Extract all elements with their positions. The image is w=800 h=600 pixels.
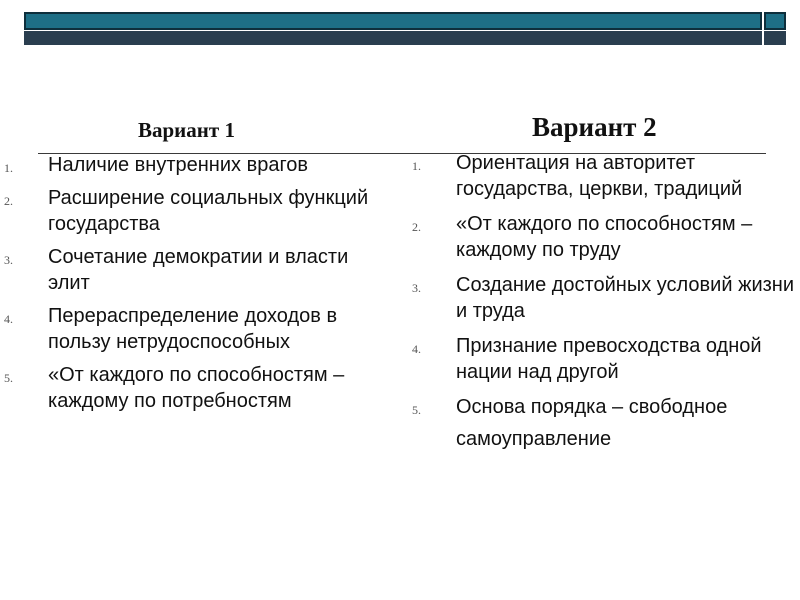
item-text: Сочетание демократии и власти элит	[48, 246, 349, 294]
header-bar-top	[24, 12, 762, 30]
item-text: Основа порядка – свободное	[456, 396, 728, 418]
item-number: 2.	[412, 220, 421, 234]
item-text-continued: самоуправление	[456, 428, 612, 450]
item-number: 3.	[412, 281, 421, 295]
item-text: «От каждого по способностям – каждому по труду	[456, 213, 753, 261]
list-item	[412, 211, 800, 263]
variant-2-list	[412, 150, 800, 461]
item-number: 5.	[4, 371, 13, 385]
item-text: Ориентация на авторитет государства, церкви, традиций	[456, 152, 743, 200]
list-item	[4, 244, 388, 296]
list-item	[412, 394, 800, 452]
variant-1-list	[4, 152, 388, 421]
item-number: 5.	[412, 403, 421, 417]
item-text: Наличие внутренних врагов	[48, 154, 309, 176]
item-number: 1.	[4, 161, 13, 175]
item-text: «От каждого по способностям – каждому по потребностям	[48, 364, 345, 412]
list-item	[412, 272, 800, 324]
list-item	[4, 152, 388, 178]
item-number: 4.	[4, 312, 13, 326]
header-bar-bottom	[24, 31, 762, 45]
list-item	[4, 362, 388, 414]
item-number: 3.	[4, 253, 13, 267]
item-text: Расширение социальных функций государства	[48, 187, 369, 235]
item-number: 4.	[412, 342, 421, 356]
item-text: Создание достойных условий жизни и труда	[456, 274, 795, 322]
item-text: Перераспределение доходов в пользу нетрудоспособных	[48, 305, 338, 353]
list-item	[4, 303, 388, 355]
list-item	[4, 185, 388, 237]
list-item	[412, 333, 800, 385]
header-square-top	[764, 12, 786, 30]
header-square-bottom	[764, 31, 786, 45]
item-number: 1.	[412, 159, 421, 173]
variant-2-heading: Вариант 2	[532, 112, 657, 142]
variant-1-heading: Вариант 1	[138, 118, 235, 142]
item-text: Признание превосходства одной нации над другой	[456, 335, 762, 383]
item-number: 2.	[4, 194, 13, 208]
list-item	[412, 150, 800, 202]
